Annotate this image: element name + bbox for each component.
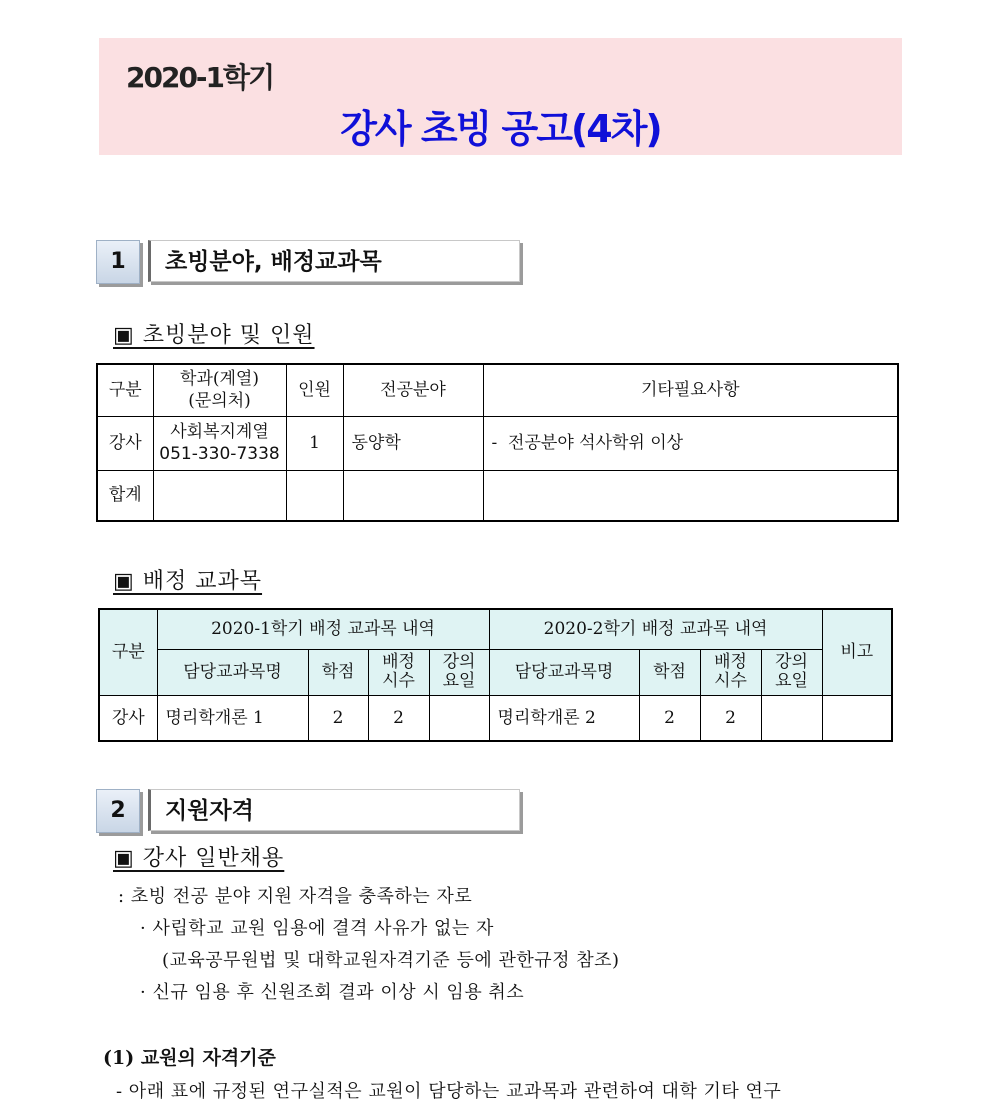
notice-banner bbox=[99, 38, 902, 155]
hours1-cell: 2 bbox=[368, 695, 429, 741]
course-header: 담당교과목명 bbox=[157, 649, 308, 695]
day1-cell bbox=[429, 695, 489, 741]
table-row bbox=[97, 470, 898, 521]
header-cell: 기타필요사항 bbox=[483, 364, 898, 416]
type-cell: 강사 bbox=[99, 695, 157, 741]
empty-cell bbox=[286, 470, 343, 521]
type-header: 구분 bbox=[99, 609, 157, 695]
hours-header: 배정 시수 bbox=[368, 649, 429, 695]
section-title: 초빙분야, 배정교과목 bbox=[148, 240, 520, 282]
page-title: 강사 초빙 공고(4차) bbox=[340, 107, 661, 151]
courses-table bbox=[98, 608, 893, 742]
hours-header: 배정 시수 bbox=[700, 649, 761, 695]
section-2-heading bbox=[96, 789, 526, 837]
table-row bbox=[97, 416, 898, 470]
section-number: 2 bbox=[96, 789, 140, 833]
qualification-intro: : 초빙 전공 분야 지원 자격을 충족하는 자로 bbox=[118, 886, 473, 907]
empty-cell bbox=[483, 470, 898, 521]
positions-table bbox=[96, 363, 899, 522]
total-label: 합계 bbox=[97, 470, 153, 521]
remark-header: 비고 bbox=[822, 609, 892, 695]
credit-header: 학점 bbox=[639, 649, 700, 695]
qualification-item: · 신규 임용 후 신원조회 결과 이상 시 임용 취소 bbox=[140, 982, 525, 1003]
header-cell: 구분 bbox=[97, 364, 153, 416]
course2-cell: 명리학개론 2 bbox=[489, 695, 639, 741]
term1-header: 2020-1학기 배정 교과목 내역 bbox=[157, 609, 489, 649]
subheading-standard: (1) 교원의 자격기준 bbox=[103, 1047, 276, 1069]
table-header-row bbox=[99, 609, 892, 649]
credit2-cell: 2 bbox=[639, 695, 700, 741]
type-cell: 강사 bbox=[97, 416, 153, 470]
section-number: 1 bbox=[96, 240, 140, 284]
section-1-heading bbox=[96, 240, 526, 288]
subheading-courses: ▣ 배정 교과목 bbox=[113, 569, 263, 594]
section-title: 지원자격 bbox=[148, 789, 520, 831]
course-header: 담당교과목명 bbox=[489, 649, 639, 695]
subheading-general: ▣ 강사 일반채용 bbox=[113, 846, 285, 871]
day-header: 강의 요일 bbox=[761, 649, 822, 695]
empty-cell bbox=[343, 470, 483, 521]
empty-cell bbox=[153, 470, 286, 521]
count-cell: 1 bbox=[286, 416, 343, 470]
credit-header: 학점 bbox=[308, 649, 368, 695]
credit1-cell: 2 bbox=[308, 695, 368, 741]
term2-header: 2020-2학기 배정 교과목 내역 bbox=[489, 609, 822, 649]
hours2-cell: 2 bbox=[700, 695, 761, 741]
header-cell: 학과(계열) (문의처) bbox=[153, 364, 286, 416]
qualification-item: · 사립학교 교원 임용에 결격 사유가 없는 자 bbox=[140, 918, 494, 939]
field-cell: 동양학 bbox=[343, 416, 483, 470]
remark-cell bbox=[822, 695, 892, 741]
table-row bbox=[99, 695, 892, 741]
subheading-positions: ▣ 초빙분야 및 인원 bbox=[113, 323, 315, 348]
dept-cell bbox=[153, 416, 286, 470]
header-cell: 전공분야 bbox=[343, 364, 483, 416]
table-subheader-row bbox=[99, 649, 892, 695]
header-cell: 인원 bbox=[286, 364, 343, 416]
note-cell: - 전공분야 석사학위 이상 bbox=[483, 416, 898, 470]
contact-phone: 051-330-7338 bbox=[159, 444, 280, 464]
qualification-note: (교육공무원법 및 대학교원자격기준 등에 관한규정 참조) bbox=[162, 950, 620, 971]
standard-text: - 아래 표에 규정된 연구실적은 교원이 담당하는 교과목과 관련하여 대학 기타 연구 bbox=[116, 1081, 782, 1102]
table-header-row bbox=[97, 364, 898, 416]
term-label: 2020-1학기 bbox=[126, 61, 274, 94]
day2-cell bbox=[761, 695, 822, 741]
dept-name: 사회복지계열 bbox=[170, 422, 269, 442]
course1-cell: 명리학개론 1 bbox=[157, 695, 308, 741]
day-header: 강의 요일 bbox=[429, 649, 489, 695]
